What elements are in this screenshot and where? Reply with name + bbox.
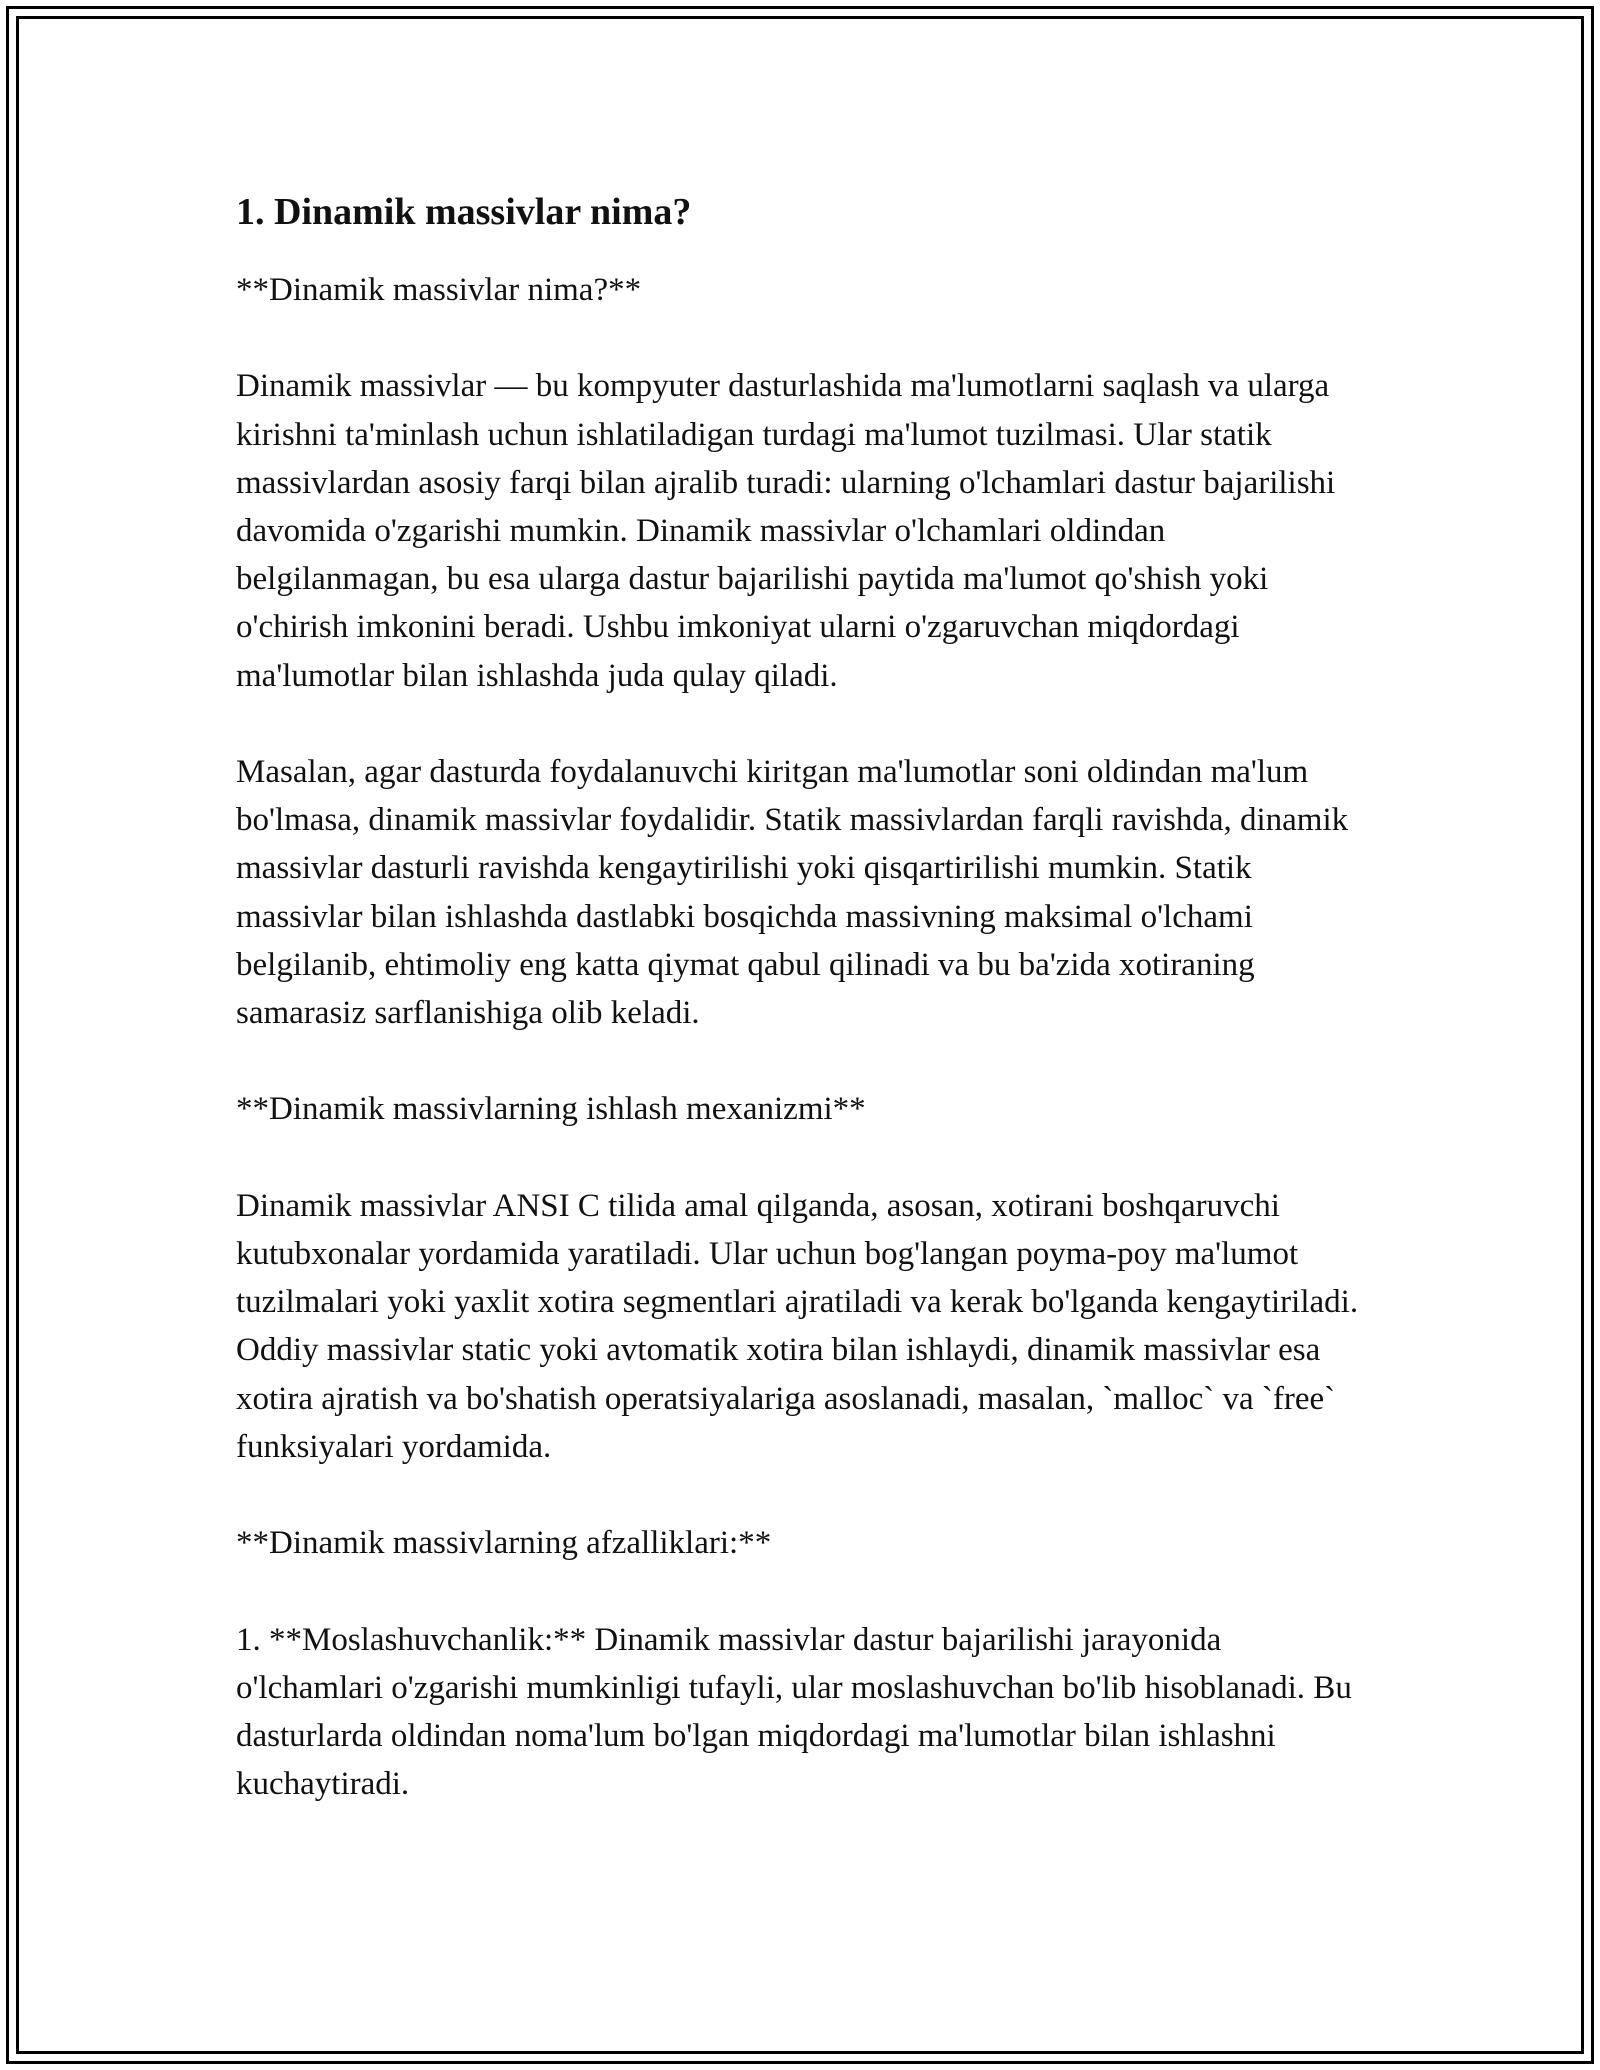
document-body — [236, 184, 1376, 1857]
subheading-mechanism: **Dinamik massivlarning ishlash mexanizmi** — [236, 1091, 866, 1128]
subheading-what-are-dynamic-arrays: **Dinamik massivlar nima?** — [236, 272, 642, 308]
list-item-flexibility: 1. **Moslashuvchanlik:** Dinamik massivlar dastur bajarilishi jarayonida o'lchamlari o'zgarishi mumkinligi tufayli, ular moslashuvchan bo'lib hisoblanadi. Bu dasturlarda oldindan noma'lum bo'lgan miqdordagi ma'lumotlar bilan ishlashni kuchaytiradi. — [236, 1621, 1352, 1803]
paragraph-mechanism: Dinamik massivlar ANSI C tilida amal qilganda, asosan, xotirani boshqaruvchi kutubxonalar yordamida yaratiladi. Ular uchun bog'langan poyma-poy ma'lumot tuzilmalari yoki yaxlit xotira segmentlari ajratiladi va kerak bo'lganda kengaytiriladi. Oddiy massivlar static yoki avtomatik xotira bilan ishlaydi, dinamik massivlar esa xotira ajratish va bo'shatish operatsiyalariga asoslanadi, masalan, `malloc` va `free` funksiyalari yordamida. — [236, 1187, 1359, 1465]
paragraph-definition: Dinamik massivlar — bu kompyuter dasturlashida ma'lumotlarni saqlash va ularga kirishni ta'minlash uchun ishlatiladigan turdagi ma'lumot tuzilmasi. Ular statik massivlardan asosiy farqi bilan ajralib turadi: ularning o'lchamlari dastur bajarilishi davomida o'zgarishi mumkin. Dinamik massivlar o'lchamlari oldindan belgilanmagan, bu esa ularga dastur bajarilishi paytida ma'lumot qo'shish yoki o'chirish imkonini beradi. Ushbu imkoniyat ularni o'zgaruvchan miqdordagi ma'lumotlar bilan ishlashda juda qulay qiladi. — [236, 368, 1336, 694]
paragraph-example: Masalan, agar dasturda foydalanuvchi kiritgan ma'lumotlar soni oldindan ma'lum bo'lmasa, dinamik massivlar foydalidir. Statik massivlardan farqli ravishda, dinamik massivlar dasturli ravishda kengaytirilishi yoki qisqartirilishi mumkin. Statik massivlar bilan ishlashda dastlabki bosqichda massivning maksimal o'lchami belgilanib, ehtimoliy eng katta qiymat qabul qilinadi va bu ba'zida xotiraning samarasiz sarflanishiga olib keladi. — [236, 754, 1349, 1032]
subheading-advantages: **Dinamik massivlarning afzalliklari:** — [236, 1525, 772, 1562]
section-heading: 1. Dinamik massivlar nima? — [236, 191, 692, 233]
